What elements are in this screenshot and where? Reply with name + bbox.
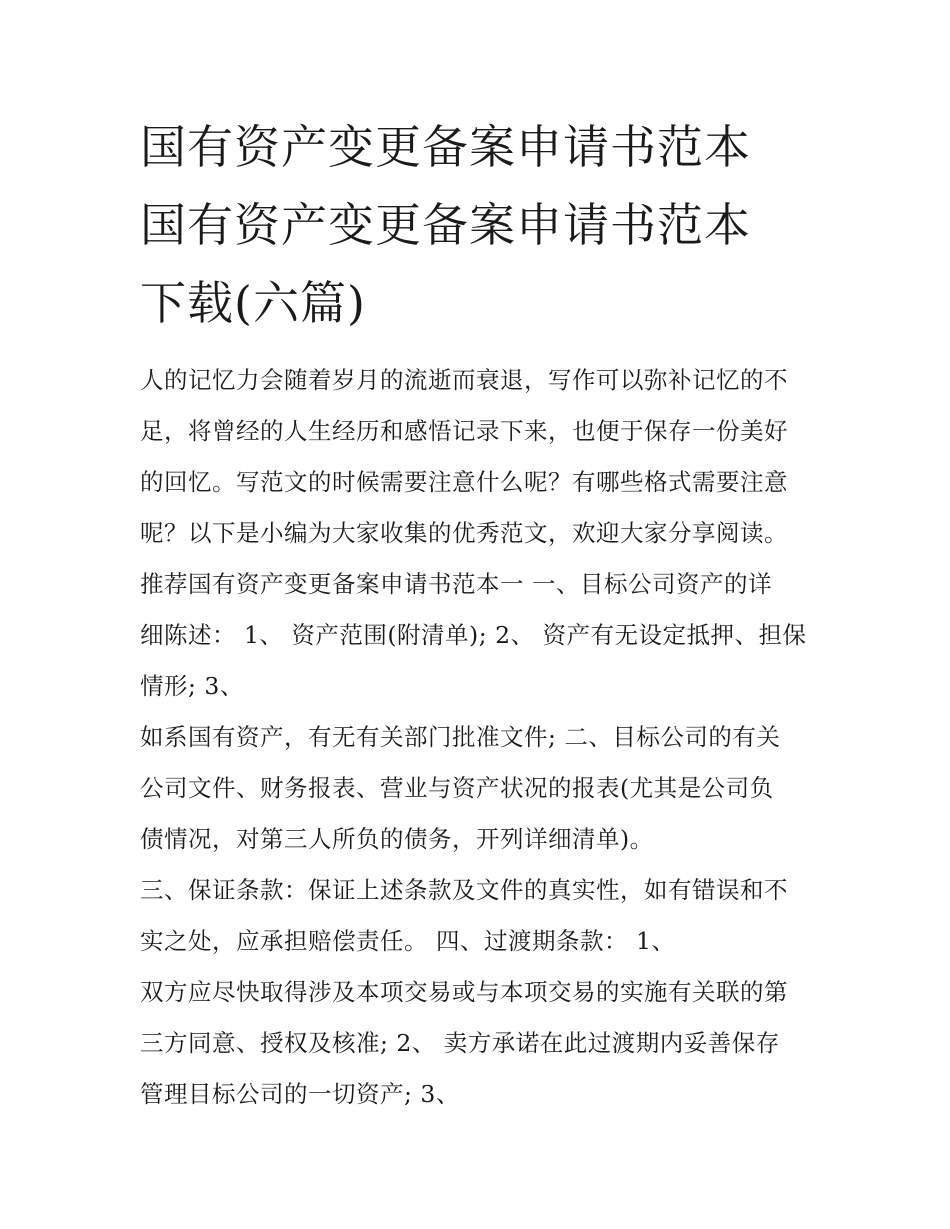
body-line: 双方应尽快取得涉及本项交易或与本项交易的实施有关联的第: [140, 978, 788, 1006]
body-line: 三方同意、授权及核准; 2、 卖方承诺在此过渡期内妥善保存: [140, 1029, 780, 1057]
body-line: 细陈述： 1、 资产范围(附清单); 2、 资产有无设定抵押、担保: [140, 621, 807, 649]
document-title: [140, 108, 840, 342]
body-line: 管理目标公司的一切资产; 3、: [140, 1080, 460, 1108]
body-line: 债情况，对第三人所负的债务，开列详细清单)。: [140, 825, 654, 853]
body-line: 情形; 3、: [140, 672, 244, 700]
body-line: 实之处，应承担赔偿责任。 四、过渡期条款： 1、: [140, 927, 676, 955]
body-line: 公司文件、财务报表、营业与资产状况的报表(尤其是公司负: [140, 774, 774, 802]
title-line: 国有资产变更备案申请书范本: [140, 198, 751, 252]
body-line: 的回忆。写范文的时候需要注意什么呢？有哪些格式需要注意: [140, 468, 788, 496]
document-body: [140, 355, 830, 1120]
body-line: 足，将曾经的人生经历和感悟记录下来，也便于保存一份美好: [140, 417, 788, 445]
body-line: 推荐国有资产变更备案申请书范本一 一、目标公司资产的详: [140, 570, 772, 598]
body-line: 人的记忆力会随着岁月的流逝而衰退，写作可以弥补记忆的不: [140, 366, 788, 394]
body-line: 如系国有资产，有无有关部门批准文件; 二、目标公司的有关: [140, 723, 781, 751]
body-line: 三、保证条款：保证上述条款及文件的真实性，如有错误和不: [140, 876, 788, 904]
body-line: 呢？以下是小编为大家收集的优秀范文，欢迎大家分享阅读。: [140, 519, 788, 547]
title-line: 国有资产变更备案申请书范本: [140, 120, 751, 174]
title-line: 下载(六篇): [140, 276, 366, 330]
